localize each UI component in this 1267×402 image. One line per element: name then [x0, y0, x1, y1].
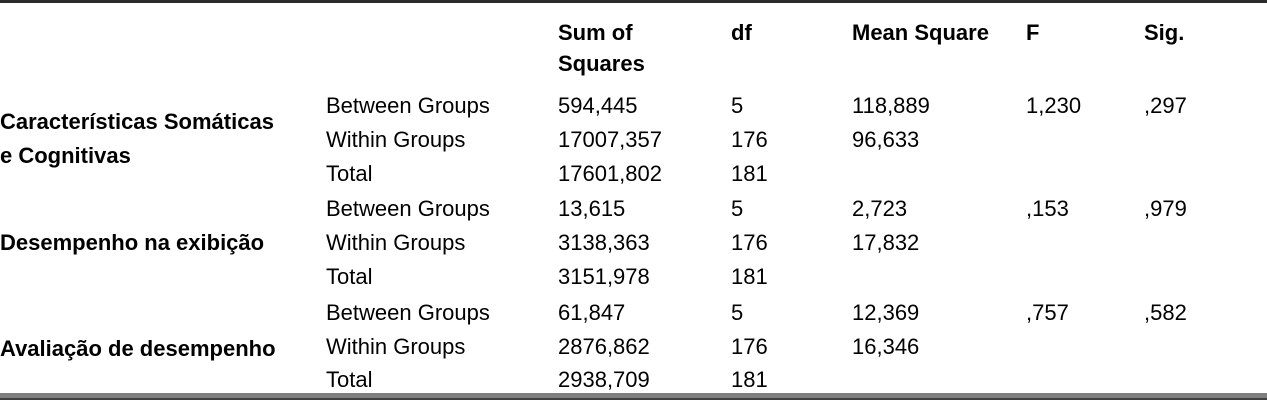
header-f: F: [1026, 20, 1040, 45]
row-sum-of-squares: 13,615: [558, 196, 626, 221]
header-sum-of-squares-line1: Sum of: [558, 20, 633, 45]
row-df: 181: [731, 367, 768, 392]
row-mean-square: 118,889: [852, 93, 930, 118]
row-df: 5: [731, 300, 744, 325]
row-mean-square: 12,369: [852, 300, 920, 325]
row-f: ,757: [1026, 300, 1069, 325]
header-sig: Sig.: [1144, 20, 1185, 45]
row-f: ,153: [1026, 196, 1069, 221]
row-df: 176: [731, 230, 768, 255]
row-sig: ,582: [1144, 300, 1187, 325]
row-sum-of-squares: 17007,357: [558, 127, 662, 152]
table-bottom-rule-dark: [0, 398, 1267, 400]
row-sum-of-squares: 61,847: [558, 300, 626, 325]
row-source: Within Groups: [326, 334, 466, 359]
row-source: Between Groups: [326, 300, 490, 325]
row-sum-of-squares: 2938,709: [558, 367, 650, 392]
row-df: 176: [731, 334, 768, 359]
row-sum-of-squares: 2876,862: [558, 334, 650, 359]
group-label-line2: e Cognitivas: [0, 143, 131, 168]
row-source: Between Groups: [326, 93, 490, 118]
row-df: 176: [731, 127, 768, 152]
row-source: Total: [326, 264, 373, 289]
row-source: Between Groups: [326, 196, 490, 221]
row-sum-of-squares: 594,445: [558, 93, 638, 118]
row-source: Within Groups: [326, 230, 466, 255]
row-source: Total: [326, 367, 373, 392]
row-sum-of-squares: 3138,363: [558, 230, 650, 255]
group-label: Desempenho na exibição: [0, 230, 265, 255]
row-sum-of-squares: 17601,802: [558, 161, 662, 186]
header-mean-square: Mean Square: [852, 20, 989, 45]
group-label-line1: Características Somáticas: [0, 109, 274, 134]
row-sum-of-squares: 3151,978: [558, 264, 650, 289]
row-sig: ,979: [1144, 196, 1187, 221]
group-label: Avaliação de desempenho: [0, 336, 276, 361]
row-f: 1,230: [1026, 93, 1082, 118]
row-mean-square: 16,346: [852, 334, 920, 359]
row-df: 5: [731, 196, 744, 221]
row-sig: ,297: [1144, 93, 1187, 118]
row-mean-square: 2,723: [852, 196, 908, 221]
row-source: Within Groups: [326, 127, 466, 152]
row-df: 181: [731, 161, 768, 186]
row-source: Total: [326, 161, 373, 186]
row-mean-square: 96,633: [852, 127, 920, 152]
row-mean-square: 17,832: [852, 230, 920, 255]
table-top-rule: [0, 0, 1267, 3]
header-sum-of-squares-line2: Squares: [558, 51, 645, 76]
header-df: df: [731, 20, 752, 45]
row-df: 181: [731, 264, 768, 289]
row-df: 5: [731, 93, 744, 118]
